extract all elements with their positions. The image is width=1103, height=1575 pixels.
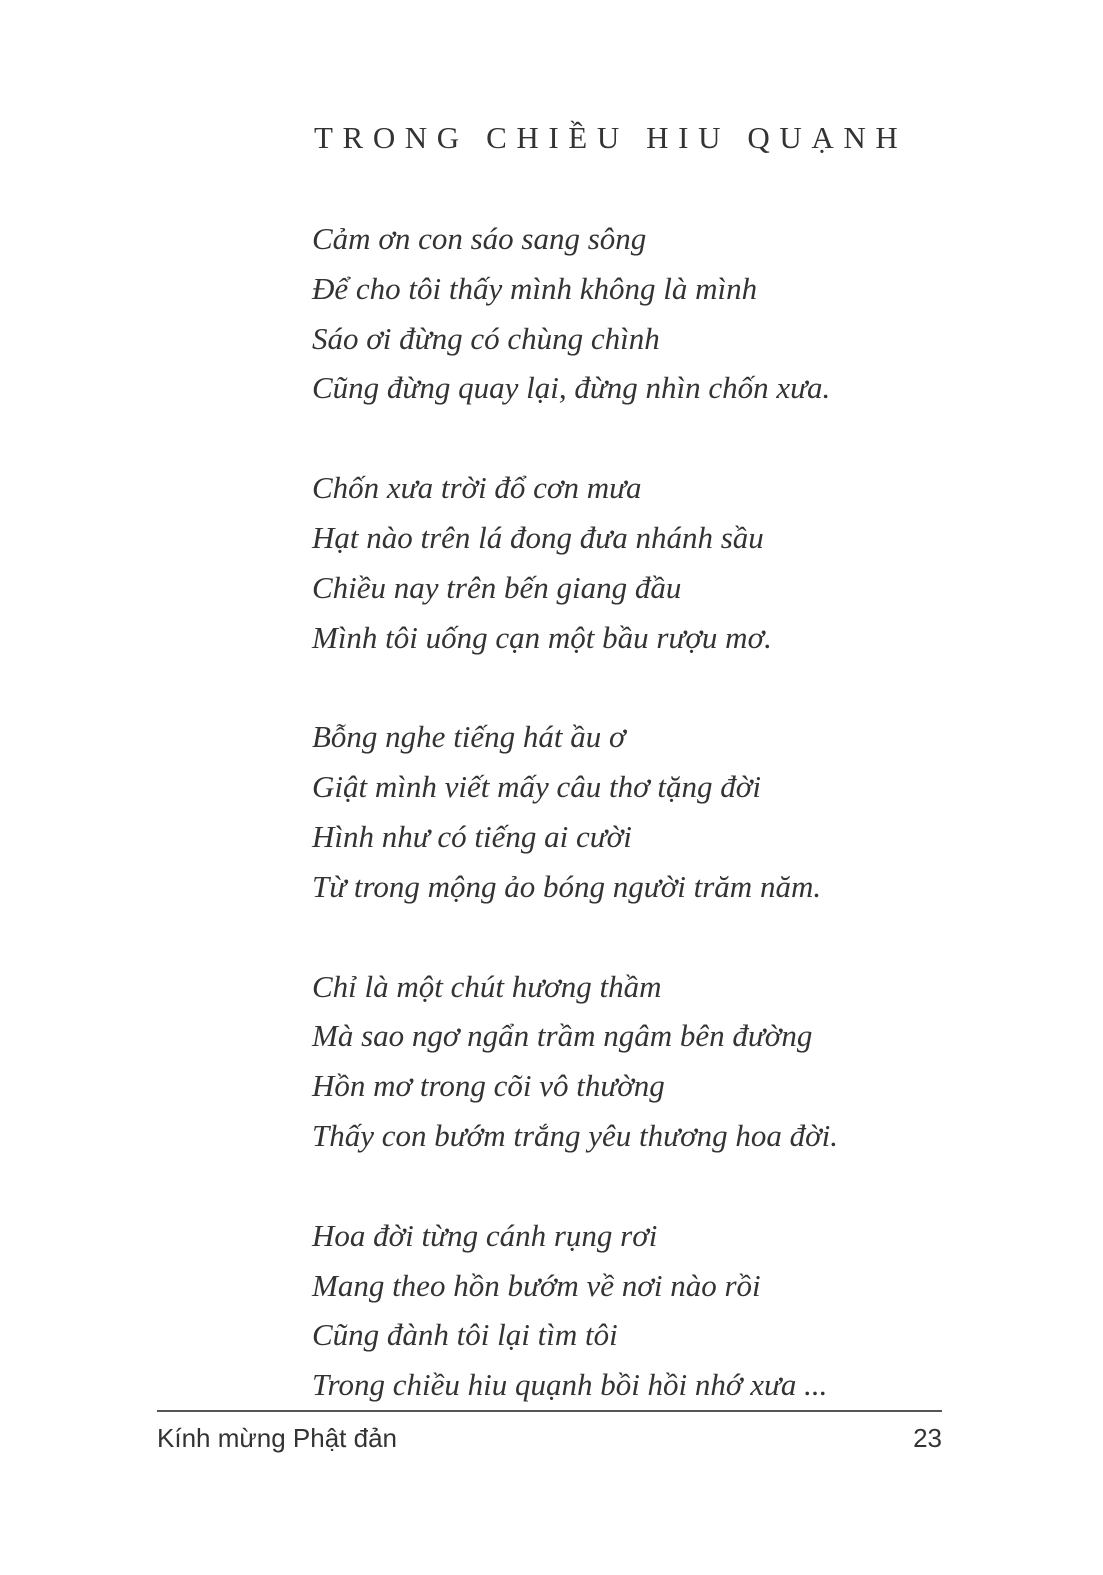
stanza [312, 712, 838, 911]
poem-line: Hình như có tiếng ai cười [312, 818, 632, 854]
poem-line: Để cho tôi thấy mình không là mình [312, 270, 758, 306]
poem-line: Cũng đành tôi lại tìm tôi [312, 1317, 618, 1353]
stanza [312, 962, 838, 1161]
footer-book-title: Kính mừng Phật đản [157, 1423, 398, 1453]
poem-line: Chốn xưa trời đổ cơn mưa [312, 470, 642, 506]
stanza [312, 214, 838, 413]
stanza [312, 463, 838, 662]
poem-line: Hạt nào trên lá đong đưa nhánh sầu [312, 519, 764, 555]
poem-line: Trong chiều hiu quạnh bồi hồi nhớ xưa ... [312, 1367, 828, 1403]
poem-title: TRONG CHIỀU HIU QUẠNH [314, 120, 908, 155]
footer-divider [157, 1410, 942, 1412]
poem-body [312, 214, 838, 1410]
poem-line: Thấy con bướm trắng yêu thương hoa đời. [312, 1117, 839, 1153]
poem-line: Mang theo hồn bướm về nơi nào rồi [312, 1267, 761, 1303]
poem-line: Hoa đời từng cánh rụng rơi [312, 1217, 658, 1253]
poem-line: Mình tôi uống cạn một bầu rượu mơ. [312, 619, 772, 655]
poem-line: Hồn mơ trong cõi vô thường [312, 1068, 665, 1104]
stanza [312, 1211, 838, 1410]
poem-line: Bỗng nghe tiếng hát ầu ơ [312, 719, 626, 755]
poem-line: Chiều nay trên bến giang đầu [312, 569, 682, 605]
poem-line: Sáo ơi đừng có chùng chình [312, 320, 660, 356]
poem-line: Cảm ơn con sáo sang sông [312, 221, 647, 256]
poem-line: Mà sao ngơ ngẩn trầm ngâm bên đường [312, 1018, 813, 1054]
poem-line: Chỉ là một chút hương thầm [312, 968, 662, 1004]
poem-line: Cũng đừng quay lại, đừng nhìn chốn xưa. [312, 370, 831, 406]
poem-line: Giật mình viết mấy câu thơ tặng đời [312, 769, 761, 805]
poem-line: Từ trong mộng ảo bóng người trăm năm. [312, 868, 822, 904]
page-number: 23 [913, 1423, 942, 1453]
